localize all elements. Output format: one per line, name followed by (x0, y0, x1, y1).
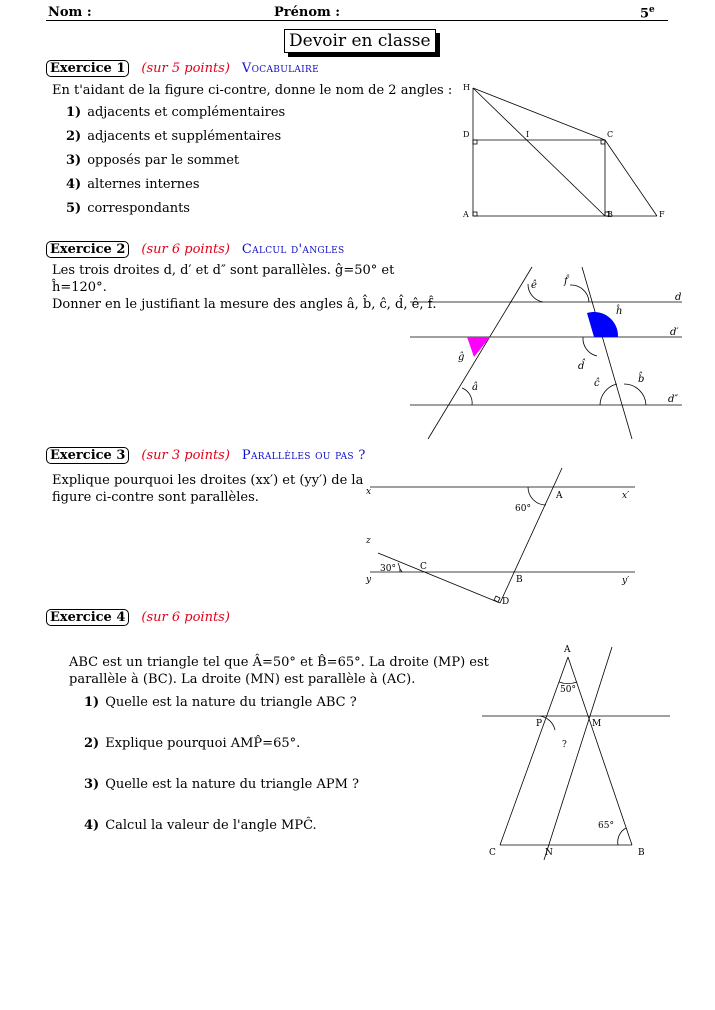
page-title: Devoir en classe (284, 29, 436, 53)
ex1-figure (455, 78, 670, 228)
ex3-pt-D: D (502, 597, 510, 607)
ex4-pt-A: A (564, 645, 571, 655)
ex2-angle-g: ĝ (458, 352, 465, 363)
class-label: 5e (640, 5, 655, 22)
ex4-heading (46, 610, 230, 625)
ex3-angle-30: 30° (380, 564, 396, 574)
ex3-pt-A: A (556, 491, 563, 501)
ex4-item-2: 2) Explique pourquoi AMP̂=65°. (84, 736, 301, 751)
ex4-pt-N: N (545, 848, 553, 858)
ex4-figure (480, 640, 675, 865)
ex3-label: Exercice 3 (46, 447, 129, 464)
ex2-figure (410, 264, 690, 444)
ex3-figure (360, 465, 650, 615)
ex2-line3: Donner en le justifiant la mesure des angles â, b̂, ĉ, d̂, ê, f̂. (52, 297, 437, 312)
ex4-angle-65: 65° (598, 821, 614, 831)
ex1-item-3: 3) opposés par le sommet (66, 153, 240, 168)
ex2-angle-b: b̂ (638, 374, 645, 385)
ex3-pt-B: B (516, 575, 523, 585)
ex3-line-z: z (366, 536, 371, 546)
ex2-points: (sur 6 points) (141, 242, 230, 257)
ex1-item-4: 4) alternes internes (66, 177, 200, 192)
ex2-angle-h: ĥ (616, 306, 623, 317)
ex1-points: (sur 5 points) (141, 61, 230, 76)
ex3-heading (46, 448, 366, 463)
ex1-pt-F: F (659, 210, 665, 219)
ex1-label: Exercice 1 (46, 60, 129, 77)
nom-label: Nom : (48, 5, 92, 20)
ex4-points: (sur 6 points) (141, 610, 230, 625)
ex1-item-1: 1) adjacents et complémentaires (66, 105, 286, 120)
ex4-angle-50: 50° (560, 685, 576, 695)
ex4-item-3: 3) Quelle est la nature du triangle APM ? (84, 777, 359, 792)
ex4-pt-M: M (592, 719, 602, 729)
ex4-pt-B: B (638, 848, 645, 858)
ex4-label: Exercice 4 (46, 609, 129, 626)
ex2-line1: Les trois droites d, d′ et d″ sont parallèles. ĝ=50° et (52, 263, 395, 278)
ex4-pt-C: C (489, 848, 496, 858)
ex4-pt-P: P (536, 719, 543, 729)
ex3-line-x1: x′ (622, 491, 630, 501)
ex4-angle-unknown: ? (562, 740, 567, 750)
ex3-topic: Parallèles ou pas ? (241, 448, 366, 463)
ex1-intro: En t'aidant de la figure ci-contre, donne le nom de 2 angles : (52, 83, 453, 98)
ex2-line-d: d (675, 292, 682, 303)
header-rule (46, 20, 668, 21)
ex2-angle-c: ĉ (594, 378, 600, 389)
ex1-item-5: 5) correspondants (66, 201, 190, 216)
ex2-angle-e: ê (531, 280, 537, 291)
ex1-pt-B: B (607, 210, 613, 219)
ex2-angle-f: f̂ (564, 276, 568, 287)
ex3-line1: Explique pourquoi les droites (xx′) et (yy′) de la (52, 473, 364, 488)
ex2-angle-d: d̂ (578, 361, 585, 372)
ex2-line2: ĥ=120°. (52, 280, 107, 295)
prenom-label: Prénom : (274, 5, 341, 20)
ex3-line-y: y (366, 575, 372, 585)
ex2-line-d1: d′ (670, 327, 679, 338)
ex3-points: (sur 3 points) (141, 448, 230, 463)
ex2-heading (46, 242, 345, 257)
ex4-line2: parallèle à (BC). La droite (MN) est parallèle à (AC). (69, 672, 416, 687)
ex3-line2: figure ci-contre sont parallèles. (52, 490, 259, 505)
ex3-line-y1: y′ (622, 576, 630, 586)
ex3-line-x: x (366, 487, 372, 497)
ex2-topic: Calcul d'angles (241, 242, 345, 257)
ex2-line-d2: d″ (668, 394, 679, 405)
ex1-heading (46, 61, 319, 76)
ex3-pt-C: C (420, 562, 427, 572)
ex2-angle-a: â (472, 382, 478, 393)
ex1-pt-A: A (463, 210, 469, 219)
ex4-item-1: 1) Quelle est la nature du triangle ABC ? (84, 695, 357, 710)
ex4-item-4: 4) Calcul la valeur de l'angle MPĈ. (84, 818, 317, 833)
ex1-item-2: 2) adjacents et supplémentaires (66, 129, 282, 144)
ex1-pt-H: H (463, 83, 470, 92)
ex3-angle-60: 60° (515, 504, 531, 514)
ex1-pt-I: I (526, 130, 530, 139)
ex2-label: Exercice 2 (46, 241, 129, 258)
ex4-line1: ABC est un triangle tel que Â=50° et B̂=65°. La droite (MP) est (69, 655, 489, 670)
ex1-pt-D: D (463, 130, 470, 139)
ex1-pt-C: C (607, 130, 614, 139)
ex1-topic: Vocabulaire (241, 61, 319, 76)
